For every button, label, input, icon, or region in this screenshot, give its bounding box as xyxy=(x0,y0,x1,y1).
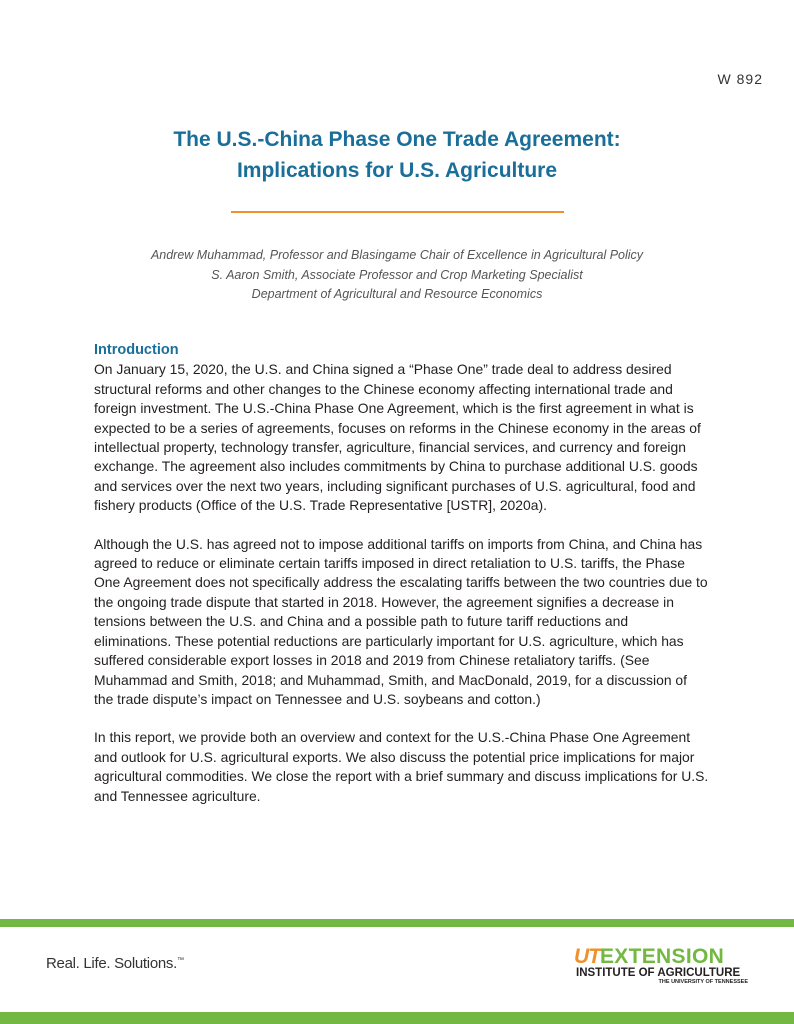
document-title xyxy=(0,124,794,186)
trademark-mark: ™ xyxy=(176,957,184,964)
department-line: Department of Agricultural and Resource Economics xyxy=(251,287,543,301)
title-line-2: Implications for U.S. Agriculture xyxy=(236,159,558,182)
ut-extension-logo xyxy=(574,946,750,990)
footer-band-bottom xyxy=(0,1012,794,1024)
paragraph-3: In this report, we provide both an overview and context for the U.S.-China Phase One Agreement and outlook for U.S. agricultural exports. We also discuss the potential price implications for major agricultural commodities. We close the report with a brief summary and discuss implications for U.S. and Tennessee agriculture. xyxy=(94,729,709,804)
logo-ut-mark: UT xyxy=(574,945,600,968)
title-line-1: The U.S.-China Phase One Trade Agreement: xyxy=(173,128,621,151)
logo-university-text: THE UNIVERSITY OF TENNESSEE xyxy=(658,979,748,985)
introduction-section xyxy=(94,341,709,825)
author-line-2: S. Aaron Smith, Associate Professor and Crop Marketing Specialist xyxy=(211,267,583,282)
logo-wordmark xyxy=(574,946,724,968)
title-divider xyxy=(231,211,564,213)
paragraph-2: Although the U.S. has agreed not to impose additional tariffs on imports from China, and China has agreed to reduce or eliminate certain tariffs imposed in direct retaliation to U.S. tariffs, the Phase One Agreement does not specifically address the escalating tariffs between the two countries due to the ongoing trade dispute that started in 2018. However, the agreement signifies a decrease in tensions between the U.S. and China and a possible path to future tariff reductions and eliminations. These potential reductions are particularly important for U.S. agriculture, which has suffered considerable export losses in 2018 and 2019 from Chinese retaliatory tariffs. (See Muhammad and Smith, 2018; and Muhammad, Smith, and MacDonald, 2019, for a discussion of the trade dispute’s impact on Tennessee and U.S. soybeans and cotton.) xyxy=(94,535,708,707)
paragraph-1: On January 15, 2020, the U.S. and China signed a “Phase One” trade deal to address desired structural reforms and other changes to the Chinese economy affecting international trade and foreign investment. The U.S.-China Phase One Agreement, which is the first agreement in what is expected to be a series of agreements, focuses on reforms in the Chinese economy in the areas of intellectual property, technology transfer, agriculture, financial services, and currency and foreign exchange. The agreement also includes commitments by China to purchase additional U.S. goods and services over the next two years, including significant purchases of U.S. agricultural, food and fishery products (Office of the U.S. Trade Representative [USTR], 2020a). xyxy=(94,361,701,514)
logo-extension-text: EXTENSION xyxy=(600,945,725,968)
footer-tagline xyxy=(46,955,184,972)
tagline-text: Real. Life. Solutions. xyxy=(46,955,177,972)
publication-number: W 892 xyxy=(717,71,763,87)
logo-institute-text: INSTITUTE OF AGRICULTURE xyxy=(576,967,741,979)
author-block xyxy=(0,246,794,305)
footer-band-top xyxy=(0,919,794,927)
author-line-1: Andrew Muhammad, Professor and Blasingame Chair of Excellence in Agricultural Policy xyxy=(150,248,644,262)
section-heading: Introduction xyxy=(94,342,179,358)
